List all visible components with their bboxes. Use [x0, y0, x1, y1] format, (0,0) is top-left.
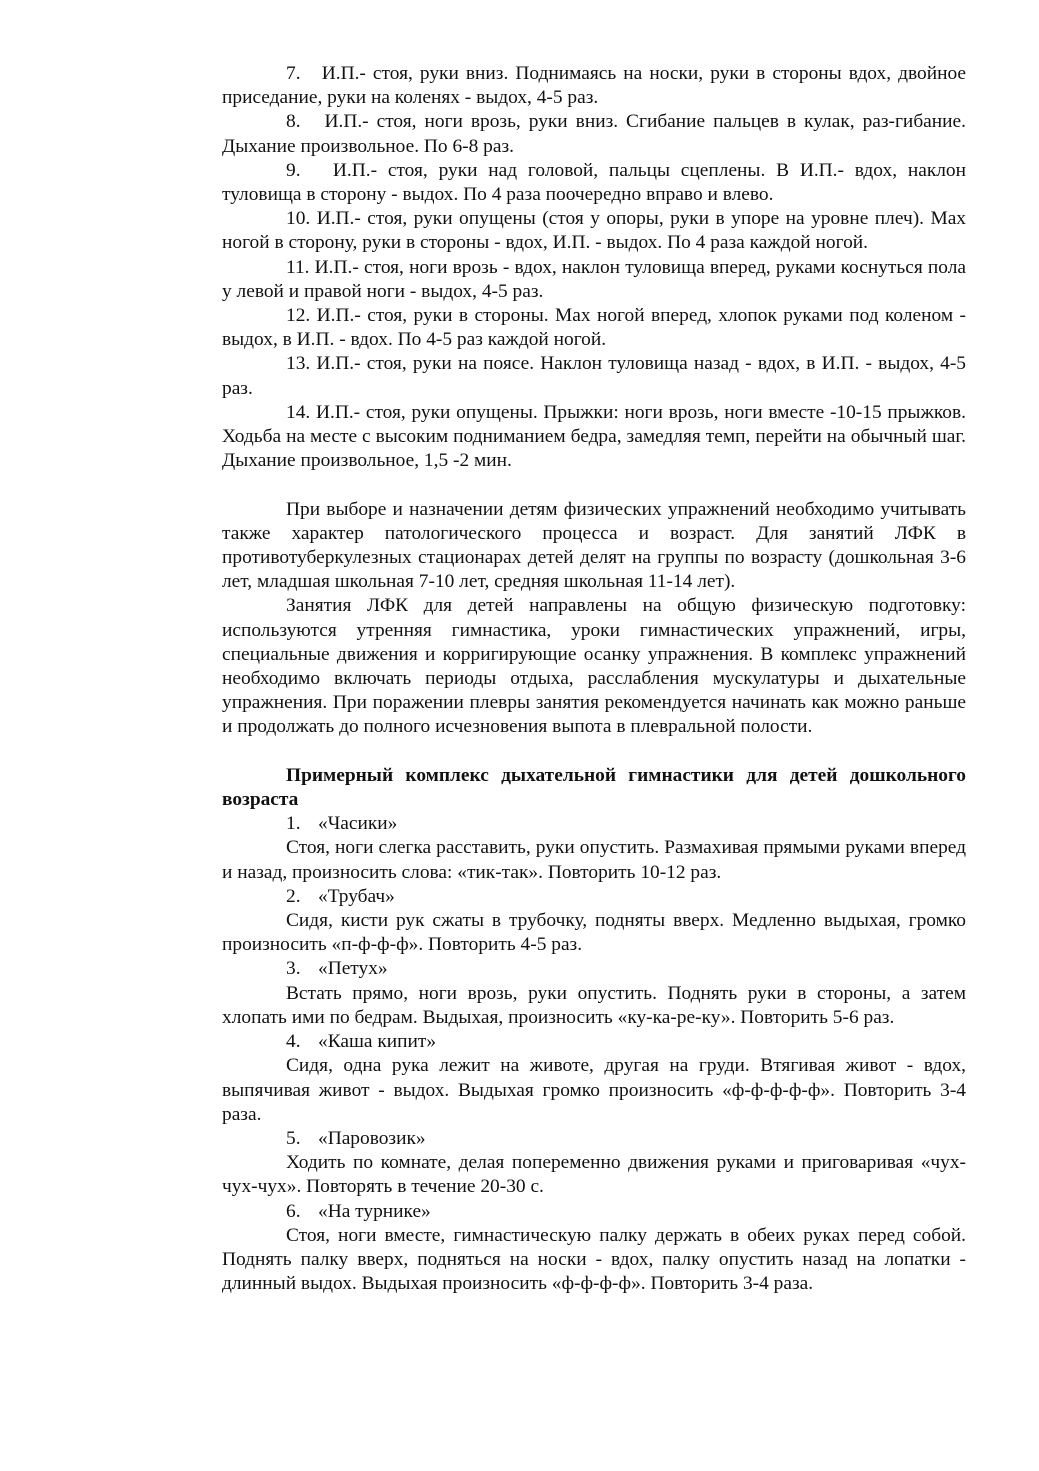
item-name: «Каша кипит» [318, 1031, 437, 1053]
paragraph: При выборе и назначении детям физических упражнений необходимо учитывать также характер патологического процесса и возраст. Для занятий ЛФК в противотуберкулезных стационарах детей делят на группы по возрасту (дошкольная 3-6 лет, младшая школьная 7-10 лет, средняя школьная 11-14 лет). [222, 498, 966, 593]
item-number: 1. [286, 813, 301, 835]
breathing-exercise-text: Сидя, кисти рук сжаты в трубочку, подняты вверх. Медленно выдыхая, громко произносить «п-ф-ф-ф». Повторить 4-5 раз. [222, 910, 966, 956]
item-name: «Паровозик» [318, 1127, 426, 1149]
breathing-exercise [222, 885, 966, 958]
breathing-exercise [222, 812, 966, 885]
breathing-exercise-title [222, 885, 966, 909]
exercise-item: 12. И.П.- стоя, руки в стороны. Мах ногой вперед, хлопок руками под коленом - выдох, в И.П. - вдох. По 4-5 раз каждой ногой. [222, 305, 966, 351]
breathing-exercise-text: Встать прямо, ноги врозь, руки опустить. Поднять руки в стороны, а затем хлопать ими по бедрам. Выдыхая, произносить «ку-ка-ре-ку». Повторить 5-6 раз. [222, 982, 966, 1028]
exercise-item: 8. И.П.- стоя, ноги врозь, руки вниз. Сгибание пальцев в кулак, раз-гибание. Дыхание произвольное. По 6-8 раз. [222, 111, 966, 157]
breathing-exercise-text: Стоя, ноги слегка расставить, руки опустить. Размахивая прямыми руками вперед и назад, произносить слова: «тик-так». Повторить 10-12 раз. [222, 837, 966, 883]
breathing-exercise-title [222, 1200, 966, 1224]
breathing-exercise [222, 1030, 966, 1127]
exercise-item: 9. И.П.- стоя, руки над головой, пальцы сцеплены. В И.П.- вдох, наклон туловища в сторону - выдох. По 4 раза поочередно вправо и влево. [222, 159, 966, 206]
breathing-exercise-title [222, 957, 966, 981]
breathing-exercise-list [222, 812, 966, 1296]
exercise-item: 11. И.П.- стоя, ноги врозь - вдох, наклон туловища вперед, руками коснуться пола у левой и правой ноги - выдох, 4-5 раз. [222, 256, 966, 302]
exercise-item: 13. И.П.- стоя, руки на поясе. Наклон туловища назад - вдох, в И.П. - выдох, 4-5 раз. [222, 353, 966, 399]
item-name: «На турнике» [318, 1200, 431, 1222]
item-number: 5. [286, 1127, 301, 1149]
item-number: 2. [286, 885, 301, 907]
breathing-exercise-title [222, 812, 966, 836]
breathing-exercise [222, 1127, 966, 1200]
item-name: «Трубач» [318, 885, 395, 907]
breathing-exercise-text: Сидя, одна рука лежит на животе, другая на груди. Втягивая живот - вдох, выпячивая живот - выдох. Выдыхая громко произносить «ф-ф-ф-ф-ф». Повторить 3-4 раза. [222, 1055, 966, 1125]
item-number: 4. [286, 1031, 301, 1053]
item-number: 3. [286, 958, 301, 980]
exercise-item: 7. И.П.- стоя, руки вниз. Поднимаясь на носки, руки в стороны вдох, двойное приседание, руки на коленях - выдох, 4-5 раз. [222, 63, 966, 109]
exercise-item: 14. И.П.- стоя, руки опущены. Прыжки: ноги врозь, ноги вместе -10-15 прыжков. Ходьба на месте с высоким подниманием бедра, замедляя темп, перейти на обычный шаг. Дыхание произвольное, 1,5 -2 мин. [222, 401, 966, 472]
breathing-exercise-title [222, 1030, 966, 1054]
document-page [222, 62, 966, 1296]
body-text [222, 498, 966, 740]
item-name: «Петух» [318, 958, 388, 980]
item-number: 6. [286, 1200, 301, 1222]
exercise-list [222, 62, 966, 473]
exercise-item: 10. И.П.- стоя, руки опущены (стоя у опоры, руки в упоре на уровне плеч). Мах ногой в сторону, руки в стороны - вдох, И.П. - выдох. По 4 раза каждой ногой. [222, 208, 966, 254]
breathing-exercise-text: Ходить по комнате, делая попеременно движения руками и приговаривая «чух-чух-чух». Повторять в течение 20-30 с. [222, 1152, 966, 1198]
breathing-exercise [222, 1200, 966, 1297]
breathing-exercise-text: Стоя, ноги вместе, гимнастическую палку держать в обеих руках перед собой. Поднять палку вверх, подняться на носки - вдох, палку опустить назад на лопатки - длинный выдох. Выдыхая произносить «ф-ф-ф-ф». Повторить 3-4 раза. [222, 1224, 966, 1295]
item-name: «Часики» [318, 813, 398, 835]
section-heading: Примерный комплекс дыхательной гимнастики для детей дошкольного возраста [222, 764, 966, 811]
breathing-exercise-title [222, 1127, 966, 1151]
breathing-exercise [222, 957, 966, 1030]
paragraph: Занятия ЛФК для детей направлены на общую физическую подготовку: используются утренняя гимнастика, уроки гимнастических упражнений, игры, специальные движения и корригирующие осанку упражнения. В комплекс упражнений необходимо включать периоды отдыха, расслабления мускулатуры и дыхательные упражнения. При поражении плевры занятия рекомендуется начинать как можно раньше и продолжать до полного исчезновения выпота в плевральной полости. [222, 595, 966, 738]
